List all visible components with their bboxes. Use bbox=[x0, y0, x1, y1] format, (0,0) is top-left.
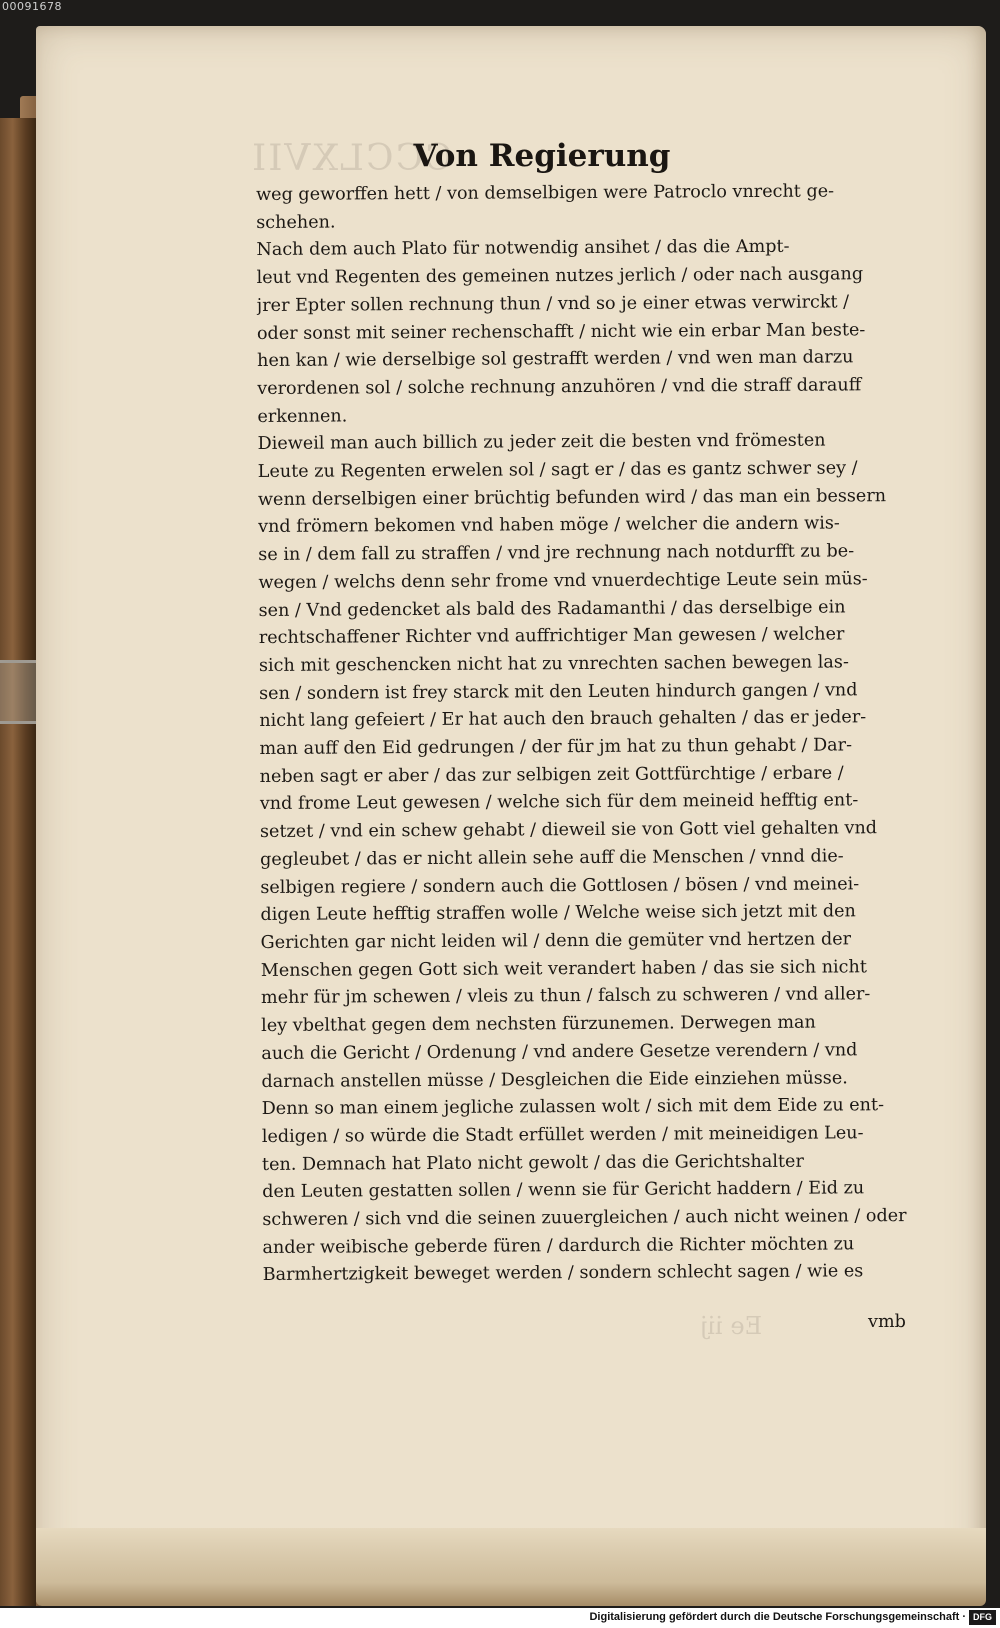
text-line: sen / Vnd gedencket als bald des Radamanthi / das derselbige ein bbox=[258, 596, 846, 621]
text-line: oder sonst mit seiner rechenschafft / nicht wie ein erbar Man beste- bbox=[256, 319, 866, 344]
text-line: Nach dem auch Plato für notwendig ansihet / das die Ampt- bbox=[256, 237, 790, 261]
text-line: Gerichten gar nicht leiden wil / denn die gemüter vnd hertzen der bbox=[260, 929, 852, 953]
text-line: den Leuten gestatten sollen / wenn sie für Gericht haddern / Eid zu bbox=[262, 1178, 865, 1203]
text-line: ledigen / so würde die Stadt erfüllet werden / mit meineidigen Leu- bbox=[261, 1123, 864, 1147]
text-line: rechtschaffener Richter vnd auffrichtiger Man gewesen / welcher bbox=[258, 624, 845, 649]
text-line: hen kan / wie derselbige sol gestrafft werden / vnd wen man darzu bbox=[257, 347, 854, 372]
text-line: neben sagt er aber / das zur selbigen zeit Gottfürchtige / erbare / bbox=[259, 763, 844, 787]
text-line: mehr für jm schewen / vleis zu thun / falsch zu schweren / vnd aller- bbox=[260, 984, 871, 1009]
text-line: wegen / welchs denn sehr frome vnd vnuerdechtige Leute sein müs- bbox=[258, 569, 868, 593]
text-line: vnd frömern bekomen vnd haben möge / welcher die andern wis- bbox=[258, 513, 840, 538]
text-line: schehen. bbox=[256, 212, 336, 233]
text-line: erkennen. bbox=[257, 406, 348, 427]
text-line: nicht lang gefeiert / Er hat auch den brauch gehalten / das er jeder- bbox=[259, 707, 867, 732]
text-line: weg geworffen hett / von demselbigen were Patroclo vnrecht ge- bbox=[256, 181, 835, 205]
text-line: darnach anstellen müsse / Desgleichen die Eide einziehen müsse. bbox=[261, 1067, 848, 1092]
catchword: vmb bbox=[868, 1312, 906, 1332]
text-line: digen Leute hefftig straffen wolle / Welche weise sich jetzt mit den bbox=[260, 901, 856, 926]
text-line: ander weibische geberde füren / dardurch die Richter möchten zu bbox=[262, 1234, 855, 1258]
text-line: se in / dem fall zu straffen / vnd jre rechnung nach notdurfft zu be- bbox=[258, 541, 855, 566]
text-line: selbigen regiere / sondern auch die Gottlosen / bösen / vnd meinei- bbox=[260, 873, 860, 898]
dfg-logo: DFG bbox=[969, 1610, 996, 1625]
text-line: Dieweil man auch billich zu jeder zeit die besten vnd frömesten bbox=[257, 430, 826, 455]
text-line: Menschen gegen Gott sich weit verandert haben / das sie sich nicht bbox=[260, 956, 867, 981]
text-line: sich mit geschencken nicht hat zu vnrechten sachen bewegen las- bbox=[258, 652, 849, 676]
text-line: Leute zu Regenten erwelen sol / sagt er / das es gantz schwer sey / bbox=[257, 458, 858, 483]
text-line: ley vbelthat gegen dem nechsten fürzunemen. Derwegen man bbox=[261, 1012, 816, 1037]
text-line: sen / sondern ist frey starck mit den Leuten hindurch gangen / vnd bbox=[259, 679, 858, 704]
text-line: verordenen sol / solche rechnung anzuhören / vnd die straff darauff bbox=[257, 375, 862, 399]
funding-credit: Digitalisierung gefördert durch die Deutsche Forschungsgemeinschaft · bbox=[589, 1611, 966, 1623]
body-text bbox=[256, 178, 929, 1290]
text-line: Barmhertzigkeit beweget werden / sondern schlecht sagen / wie es bbox=[262, 1261, 864, 1286]
text-line: jrer Epter sollen rechnung thun / vnd so je einer etwas verwirckt / bbox=[256, 292, 850, 316]
scan-id-label: 00091678 bbox=[2, 0, 62, 13]
text-line: wenn derselbigen einer brüchtig befunden wird / das man ein bessern bbox=[257, 485, 887, 510]
text-line: man auff den Eid gedrungen / der für jm hat zu thun gehabt / Dar- bbox=[259, 735, 853, 760]
text-line: Denn so man einem jegliche zulassen wolt / sich mit dem Eide zu ent- bbox=[261, 1095, 885, 1120]
text-line: gegleubet / das er nicht allein sehe auff die Menschen / vnnd die- bbox=[260, 846, 844, 870]
text-line: ten. Demnach hat Plato nicht gewolt / das die Gerichtshalter bbox=[261, 1151, 804, 1175]
book-spine bbox=[0, 118, 36, 1606]
text-line: auch die Gericht / Ordenung / vnd andere Gesetze verendern / vnd bbox=[261, 1040, 858, 1064]
text-line: setzet / vnd ein schew gehabt / dieweil sie von Gott viel gehalten vnd bbox=[259, 818, 878, 843]
text-line: vnd frome Leut gewesen / welche sich für dem meineid hefftig ent- bbox=[259, 790, 859, 815]
page-stack-edge bbox=[36, 1528, 986, 1606]
text-line: schweren / sich vnd die seinen zuuergleichen / auch nicht weinen / oder bbox=[262, 1206, 907, 1230]
text-line: leut vnd Regenten des gemeinen nutzes jerlich / oder nach ausgang bbox=[256, 264, 864, 289]
running-header: Von Regierung bbox=[413, 138, 671, 174]
